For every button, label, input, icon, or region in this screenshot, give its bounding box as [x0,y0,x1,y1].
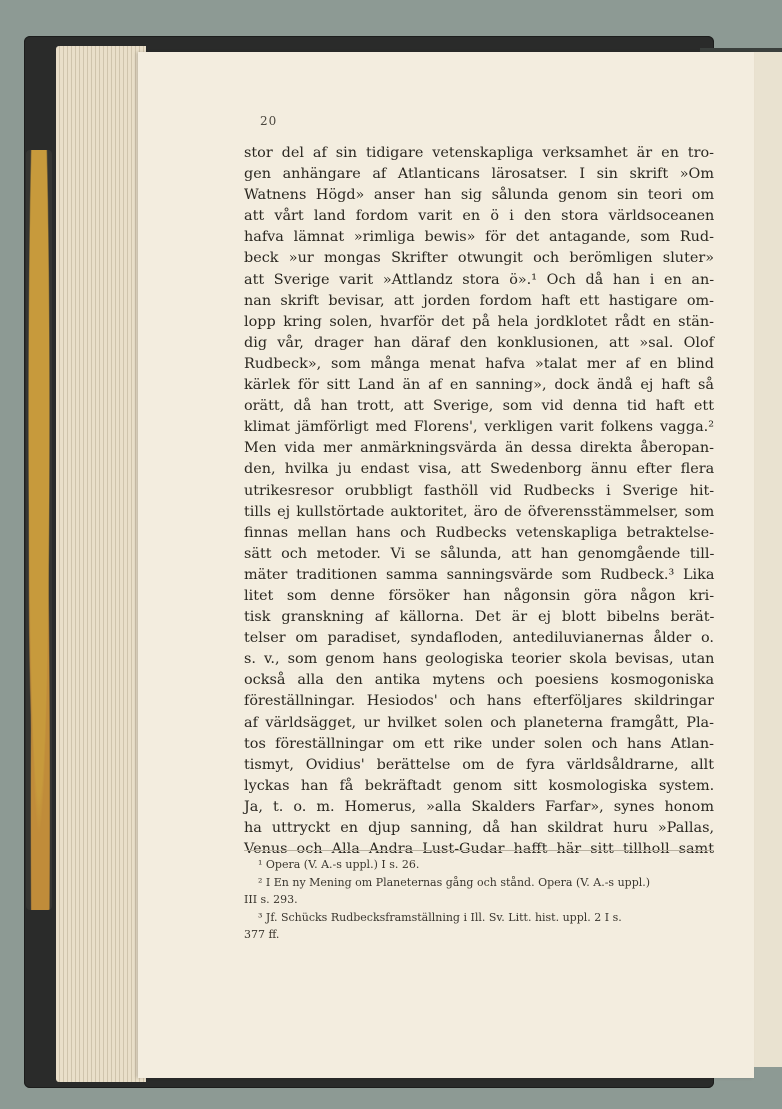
text-line: Men vida mer anmärkningsvärda än dessa direkta åberopan- [244,440,714,457]
text-line: lyckas han få bekräftadt genom sitt kosmologiska system. [244,777,715,794]
text-line: Venus och Alla Andra Lust-Gudar hafft här sitt tillholl samt [244,841,714,858]
text-line: tos föreställningar om ett rike under solen och hans Atlan- [244,735,714,752]
text-line: dig vår, drager han däraf den konklusionen, att »sal. Olof [244,334,714,351]
text-line: klimat jämförligt med Florens', verkligen varit folkens vagga.² [244,419,714,436]
page-stack-edges [56,46,146,1082]
text-line: också alla den antika mytens och poesiens kosmogoniska [244,672,715,689]
text-line: tismyt, Ovidius' berättelse om de fyra världsåldrarne, allt [244,756,715,773]
text-line: lopp kring solen, hvarför det på hela jordklotet rådt en stän- [244,313,714,330]
body-text [244,143,714,860]
text-line: tills ej kullstörtade auktoritet, äro de öfverensstämmelser, som [244,503,715,520]
footnote-continuation: 377 ff. [244,928,280,942]
footnote-continuation: III s. 293. [244,893,298,907]
text-line: beck »ur mongas Skrifter otwungit och berömligen sluter» [244,250,715,267]
text-line: utrikesresor orubbligt fasthöll vid Rudbecks i Sverige hit- [244,482,715,499]
footnote: ³ Jf. Schücks Rudbecksframställning i Ill. Sv. Litt. hist. uppl. 2 I s. [258,910,622,924]
text-line: att Sverige varit »Attlandz stora ö».¹ Och då han i en an- [244,271,715,288]
text-line: föreställningar. Hesiodos' och hans efterföljares skildringar [244,693,714,710]
text-line: gen anhängare af Atlanticans lärosatser. I sin skrift »Om [244,166,714,183]
text-line: Ja, t. o. m. Homerus, »alla Skalders Farfar», synes honom [244,798,714,815]
text-line: mäter traditionen samma sanningsvärde som Rudbeck.³ Lika [244,566,715,583]
footnotes [244,856,714,944]
text-line: stor del af sin tidigare vetenskapliga verksamhet är en tro- [244,145,714,161]
text-line: sätt och metoder. Vi se sålunda, att han genomgående till- [244,545,715,562]
text-line: att vårt land fordom varit en ö i den stora världsoceanen [244,208,715,225]
text-line: ha uttryckt en djup sanning, då han skildrat huru »Pallas, [244,820,715,836]
text-line: orätt, då han trott, att Sverige, som vid denna tid haft ett [244,398,714,415]
footnote-divider [244,850,714,851]
text-line: litet som denne försöker han någonsin göra någon kri- [244,587,715,604]
text-line: Watnens Högd» anser han sig sålunda genom sin teori om [244,187,715,204]
text-line: nan skrift bevisar, att jorden fordom haft ett hastigare om- [244,292,714,309]
text-line: den, hvilka ju endast visa, att Swedenborg ännu efter flera [244,461,715,478]
text-line: kärlek för sitt Land än af en sanning», dock ändå ej haft så [244,377,714,394]
page-number: 20 [260,114,278,128]
text-line: telser om paradiset, syndafloden, antediluvianernas ålder o. [244,630,714,647]
footnote: ² I En ny Mening om Planeternas gång och stånd. Opera (V. A.-s uppl.) [258,875,651,889]
text-line: tisk granskning af källorna. Det är ej blott bibelns berät- [244,609,715,626]
marbled-spine [26,150,52,910]
footnote: ¹ Opera (V. A.-s uppl.) I s. 26. [258,858,420,871]
text-line: hafva lämnat »rimliga bewis» för det antagande, som Rud- [244,229,714,246]
text-line: finnas mellan hans och Rudbecks vetenskapliga betraktelse- [244,524,714,541]
text-line: s. v., som genom hans geologiska teorier skola bevisas, utan [244,651,715,668]
text-line: Rudbeck», som många menat hafva »talat mer af en blind [244,355,714,372]
text-line: af världsägget, ur hvilket solen och planeterna framgått, Pla- [244,714,714,731]
